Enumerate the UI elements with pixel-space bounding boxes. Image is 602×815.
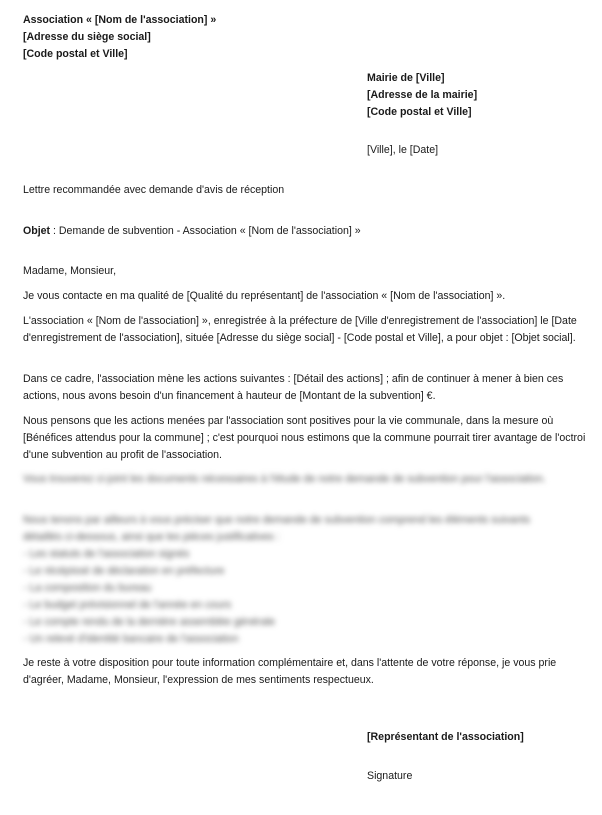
subject-text: : Demande de subvention - Association « [Nom de l'association] » <box>50 225 361 237</box>
sender-block <box>23 12 216 63</box>
sender-city: [Code postal et Ville] <box>23 48 128 60</box>
sender-address: [Adresse du siège social] <box>23 31 151 43</box>
paragraph-benefits: Nous pensons que les actions menées par l'association sont positives pour la vie communale, dans la mesure où [Bénéfices attendus pour la commune] ; c'est pourquoi nous estimons que la commune pourrait tirer avantage de l'octroi d'une subvention au profit de l'association. <box>23 415 586 461</box>
delivery-mode: Lettre recommandée avec demande d'avis de réception <box>23 184 285 196</box>
sender-name: Association « [Nom de l'association] » <box>23 14 217 26</box>
representative-name: [Représentant de l'association] <box>367 731 524 743</box>
list-item: - La composition du bureau <box>23 582 152 594</box>
subject-label: Objet <box>23 225 51 237</box>
recipient-address: [Adresse de la mairie] <box>367 89 478 101</box>
closing-paragraph: Je reste à votre disposition pour toute information complémentaire et, dans l'attente de votre réponse, je vous prie d'agréer, Madame, Monsieur, l'expression de mes sentiments respectueux. <box>23 657 557 686</box>
list-item: - Les statuts de l'association signés <box>23 548 190 560</box>
signature-label: Signature <box>367 770 413 782</box>
blurred-documents-list <box>23 546 589 648</box>
paragraph-actions: Dans ce cadre, l'association mène les actions suivantes : [Détail des actions] ; afin de continuer à mener à bien ces actions, nous avons besoin d'un financement à hauteur de [Montant de la subvention] €. <box>23 373 564 402</box>
list-item: - Le récépissé de déclaration en préfecture <box>23 565 225 577</box>
list-item: - Le budget prévisionnel de l'année en cours <box>23 599 232 611</box>
blurred-intro-line: Nous tenons par ailleurs à vous préciser que notre demande de subvention comprend les éléments suivants <box>23 514 531 526</box>
recipient-name: Mairie de [Ville] <box>367 72 445 84</box>
paragraph-intro: Je vous contacte en ma qualité de [Qualité du représentant] de l'association « [Nom de l'association] ». <box>23 290 506 302</box>
paragraph-association: L'association « [Nom de l'association] », enregistrée à la préfecture de [Ville d'enregistrement de l'association] le [Date d'enregistrement de l'association], située [Adresse du siège social] - [Code postal et Ville], a pour objet : [Objet social]. <box>23 315 577 344</box>
place-date: [Ville], le [Date] <box>367 144 439 156</box>
recipient-block <box>367 70 477 121</box>
list-item: - Le compte rendu de la dernière assemblée générale <box>23 616 276 628</box>
subject-line <box>23 223 361 240</box>
blurred-intro-line: détaillés ci-dessous, ainsi que les pièces justificatives : <box>23 531 280 543</box>
salutation: Madame, Monsieur, <box>23 265 117 277</box>
blurred-paragraph: Vous trouverez ci-joint les documents nécessaires à l'étude de notre demande de subvention pour l'association. <box>23 473 546 485</box>
list-item: - Un relevé d'identité bancaire de l'association <box>23 633 239 645</box>
recipient-city: [Code postal et Ville] <box>367 106 472 118</box>
blurred-documents-block <box>23 512 589 648</box>
